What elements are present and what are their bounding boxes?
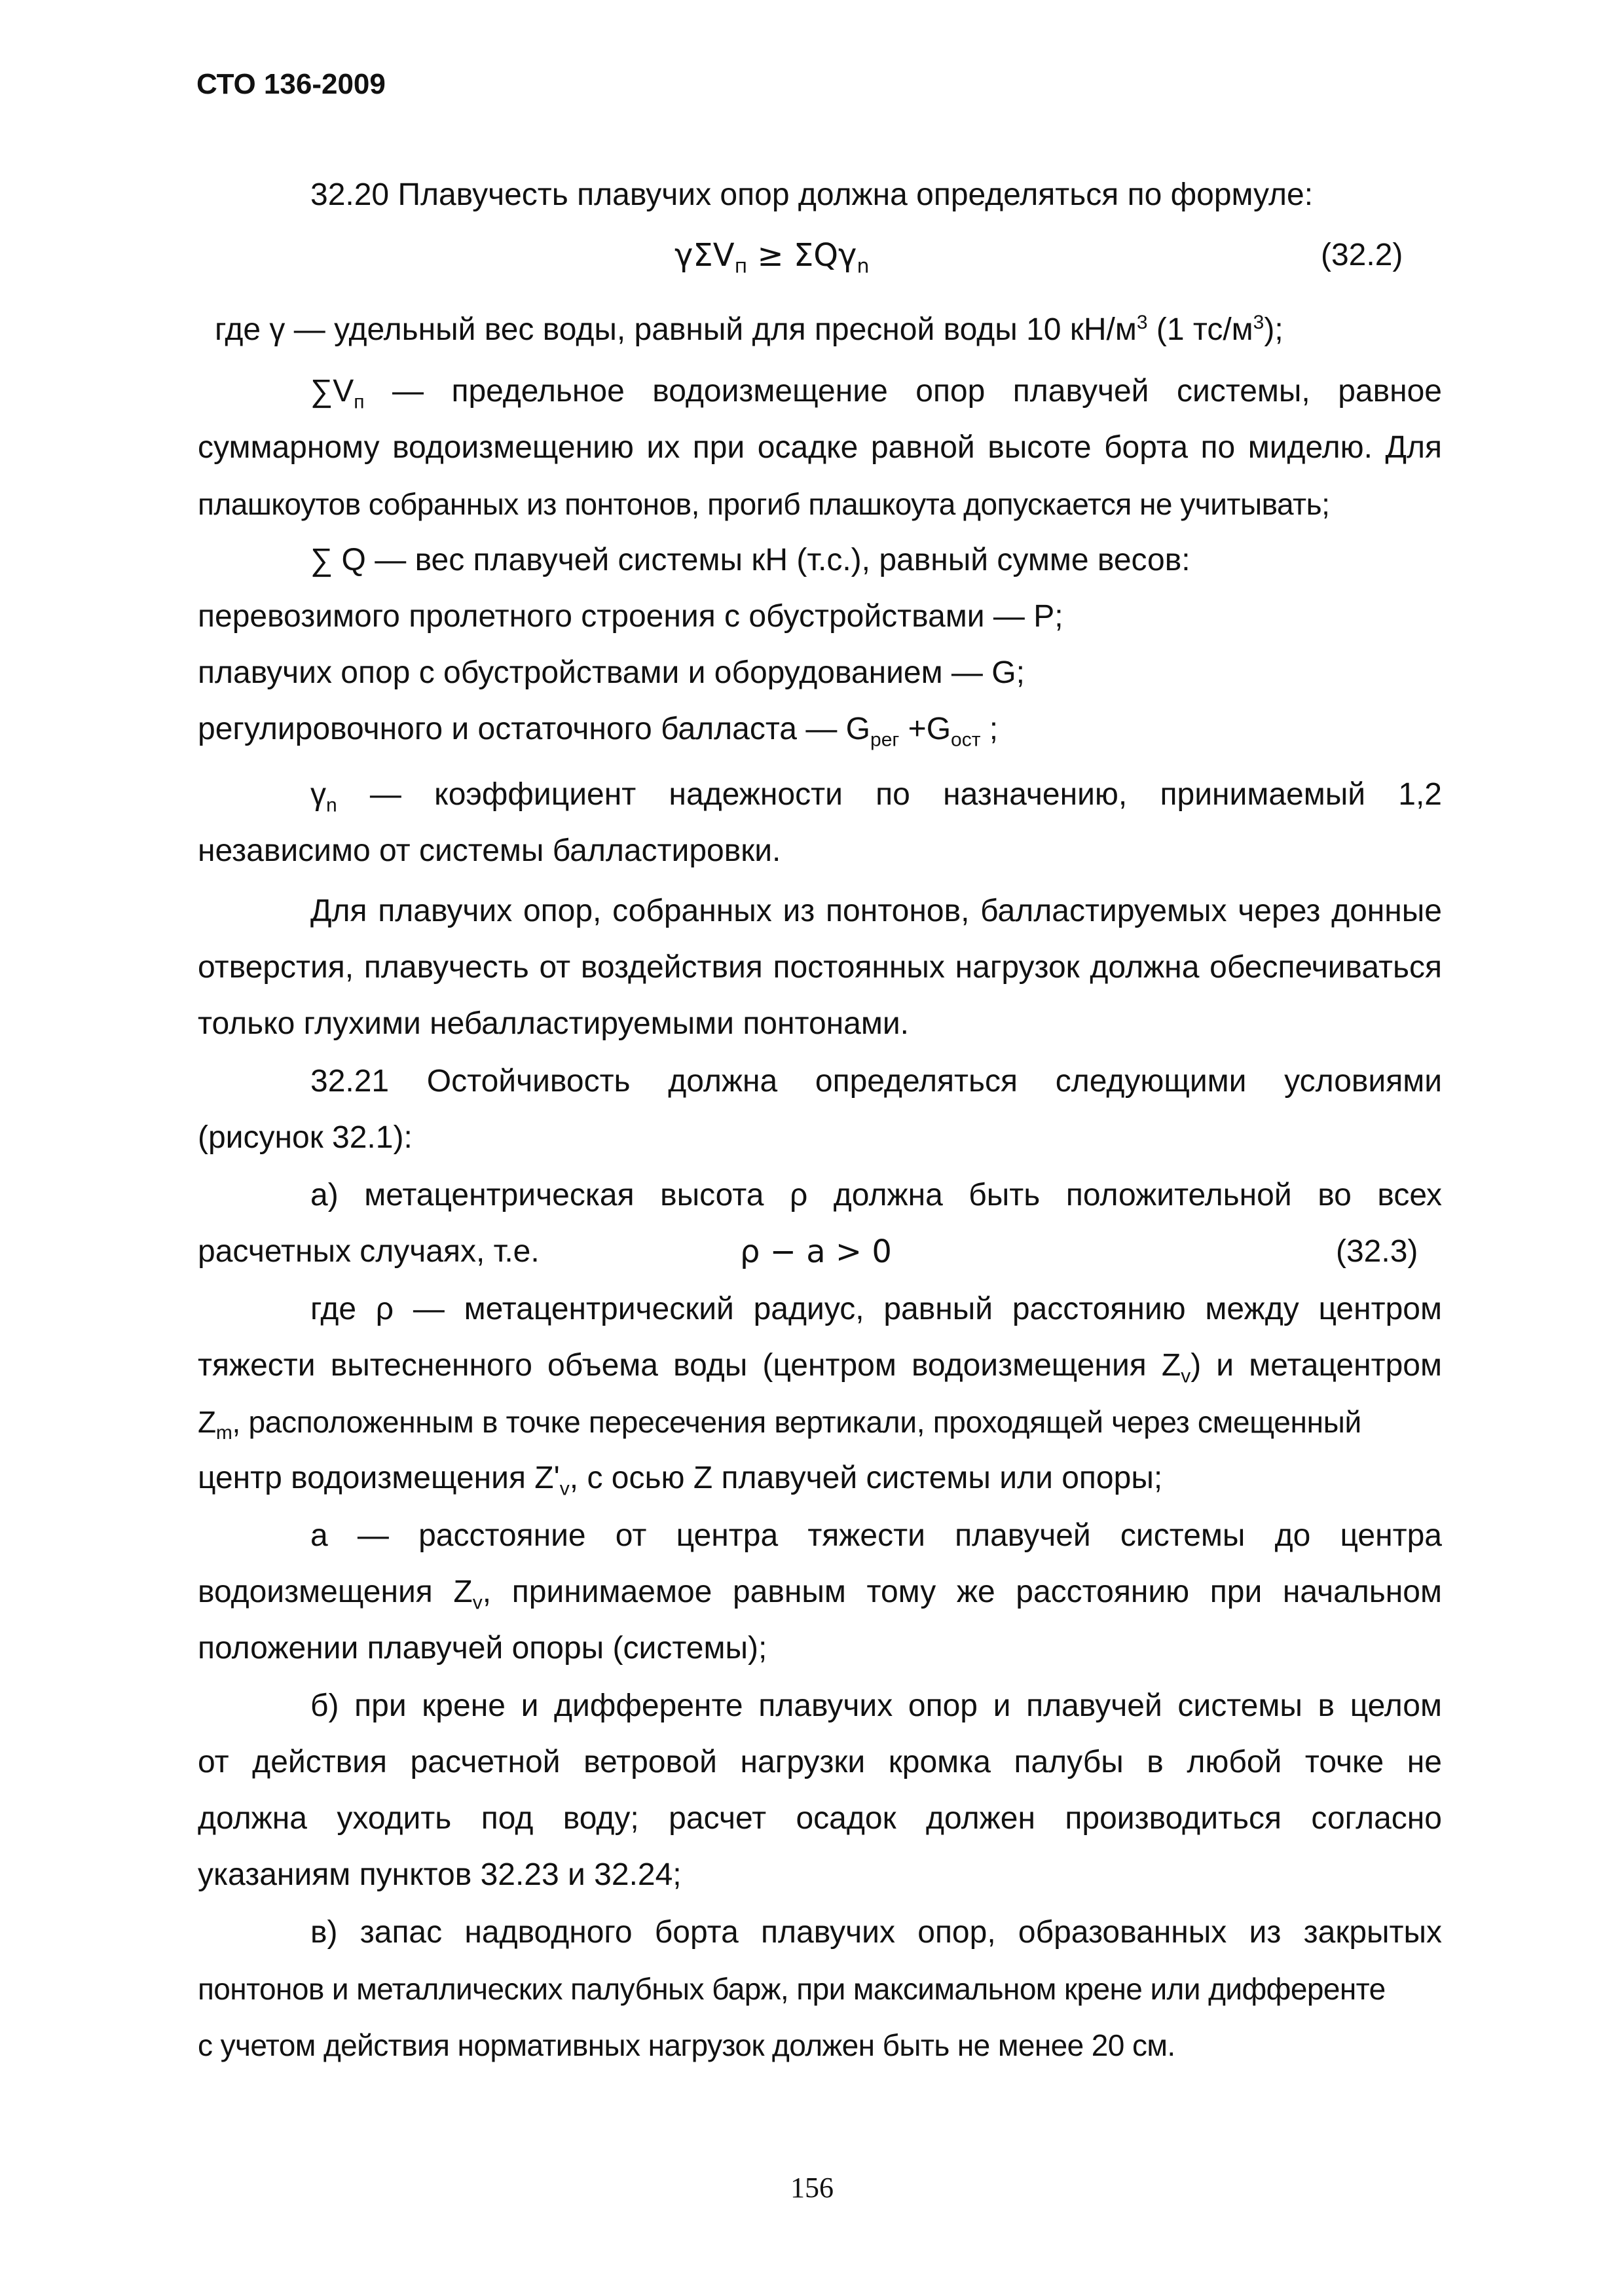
pontoons-paragraph-line-1: Для плавучих опор, собранных из понтонов, балластируемых через донные [310,894,1442,928]
item-a-line-2: расчетных случаях, т.е. [198,1234,540,1269]
weight-ballast: регулировочного и остаточного балласта — $G_{рег} +G_{ост}$ ; [198,712,999,751]
a-definition-line-2: водоизмещения $Z_v$, принимаемое равным тому же расстоянию при начальном [198,1575,1442,1614]
sumv-definition-line-3: плашкоутов собранных из понтонов, прогиб плашкоута допускается не учитывать; [198,487,1330,521]
item-b-line-2: от действия расчетной ветровой нагрузки кромка палубы в любой точке не [198,1745,1442,1779]
rho-definition-line-4: центр водоизмещения $Z'_v$, с осью Z плавучей системы или опоры; [198,1461,1163,1500]
sumq-definition: ∑ Q — вес плавучей системы кН (т.с.), равный сумме весов: [310,543,1190,577]
pontoons-paragraph-line-2: отверстия, плавучесть от воздействия постоянных нагрузок должна обеспечиваться [198,950,1442,985]
item-a-line-1: а) метацентрическая высота ρ должна быть положительной во всех [310,1178,1442,1212]
formula-number-32-2: (32.2) [1321,238,1403,272]
item-b-line-3: должна уходить под воду; расчет осадок должен производиться согласно [198,1801,1442,1836]
item-v-line-3: с учетом действия нормативных нагрузок должен быть не менее 20 см. [198,2028,1175,2062]
sumv-definition-line-1: $\sum V_п$ — предельное водоизмещение опор плавучей системы, равное [310,374,1442,413]
formula-32-3: ρ − a > 0 [740,1233,892,1270]
rho-definition-line-3: $Z_m$, расположенным в точке пересечения вертикали, проходящей через смещенный [198,1405,1361,1444]
clause-32-20-intro: 32.20 Плавучесть плавучих опор должна определяться по формуле: [310,177,1314,212]
a-definition-line-3: положении плавучей опоры (системы); [198,1631,767,1666]
gamma-definition: где γ — удельный вес воды, равный для пресной воды 10 $кН/м^3$ (1 $тс/м^3$); [215,312,1283,347]
item-v-line-1: в) запас надводного борта плавучих опор, образованных из закрытых [310,1915,1442,1950]
gamma-n-definition-line-1: $\gamma_n$ — коэффициент надежности по назначению, принимаемый 1,2 [310,777,1442,816]
page-number: 156 [790,2172,834,2204]
weight-span-structure: перевозимого пролетного строения с обустройствами — P; [198,599,1063,634]
formula-number-32-3: (32.3) [1336,1234,1418,1269]
clause-32-21-line-1: 32.21 Остойчивость должна определяться следующими условиями [310,1064,1442,1099]
document-code-header: СТО 136-2009 [196,68,386,100]
gamma-n-definition-line-2: независимо от системы балластировки. [198,833,781,868]
pontoons-paragraph-line-3: только глухими небалластируемыми понтонами. [198,1006,909,1041]
clause-32-21-line-2: (рисунок 32.1): [198,1120,413,1155]
item-b-line-1: б) при крене и дифференте плавучих опор и плавучей системы в целом [310,1688,1442,1723]
rho-definition-line-1: где ρ — метацентрический радиус, равный расстоянию между центром [310,1292,1442,1326]
item-b-line-4: указаниям пунктов 32.23 и 32.24; [198,1857,682,1892]
item-v-line-2: понтонов и металлических палубных барж, при максимальном крене или дифференте [198,1972,1386,2006]
sumv-definition-line-2: суммарному водоизмещению их при осадке равной высоте борта по миделю. Для [198,430,1442,465]
weight-floating-supports: плавучих опор с обустройствами и оборудованием — G; [198,655,1025,690]
a-definition-line-1: а — расстояние от центра тяжести плавучей системы до центра [310,1518,1442,1553]
formula-32-2: γΣV$_п$ ≥ ΣQγ$_n$ [674,237,870,278]
rho-definition-line-2: тяжести вытесненного объема воды (центром водоизмещения $Z_v$) и метацентром [198,1348,1442,1387]
